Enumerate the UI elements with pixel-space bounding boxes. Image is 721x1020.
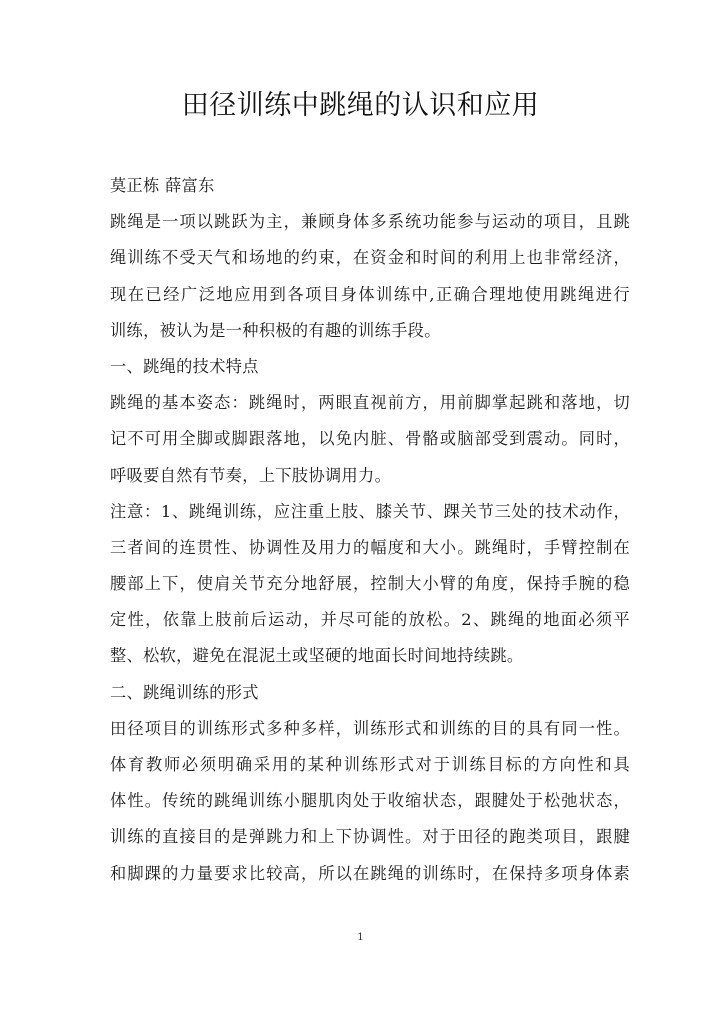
text-line: 田径项目的训练形式多种多样，训练形式和训练的目的具有同一性。 [110,718,630,738]
document-title: 田径训练中跳绳的认识和应用 [181,90,540,121]
section-heading: 一、跳绳的技术特点 [110,356,259,376]
text-line: 整、松软，避免在混泥土或坚硬的地面长时间地持续跳。 [110,646,524,666]
text-line: 注意：1、跳绳训练，应注重上肢、膝关节、踝关节三处的技术动作， [110,501,630,521]
text-line: 绳训练不受天气和场地的约束，在资金和时间的利用上也非常经济， [110,248,630,268]
section-heading: 二、跳绳训练的形式 [110,682,259,702]
text-line: 定性，依靠上肢前后运动，并尽可能的放松。2、跳绳的地面必须平 [110,610,630,630]
text-line: 跳绳是一项以跳跃为主，兼顾身体多系统功能参与运动的项目，且跳 [110,212,630,232]
text-line: 呼吸要自然有节奏，上下肢协调用力。 [110,465,392,485]
paragraph-lines [110,204,630,892]
text-line: 体育教师必须明确采用的某种训练形式对于训练目标的方向性和具 [110,755,630,774]
page-number: 1 [357,932,364,943]
document-body [110,168,630,892]
text-line: 和脚踝的力量要求比较高，所以在跳绳的训练时，在保持多项身体素 [110,863,630,883]
text-line: 体性。传统的跳绳训练小腿肌肉处于收缩状态，跟腱处于松弛状态， [110,791,630,811]
text-line: 训练，被认为是一种积极的有趣的训练手段。 [110,320,441,340]
text-line: 记不可用全脚或脚跟落地，以免内脏、骨骼或脑部受到震动。同时， [110,429,630,449]
text-line: 三者间的连贯性、协调性及用力的幅度和大小。跳绳时，手臂控制在 [110,537,630,557]
text-line: 跳绳的基本姿态：跳绳时，两眼直视前方，用前脚掌起跳和落地，切 [110,393,630,413]
text-line: 腰部上下，使肩关节充分地舒展，控制大小臂的角度，保持手腕的稳 [110,574,630,594]
text-line: 现在已经广泛地应用到各项目身体训练中,正确合理地使用跳绳进行 [110,284,630,304]
text-line: 训练的直接目的是弹跳力和上下协调性。对于田径的跑类项目，跟腱 [110,827,630,847]
authors-line: 莫正栋 薛富东 [110,176,215,195]
